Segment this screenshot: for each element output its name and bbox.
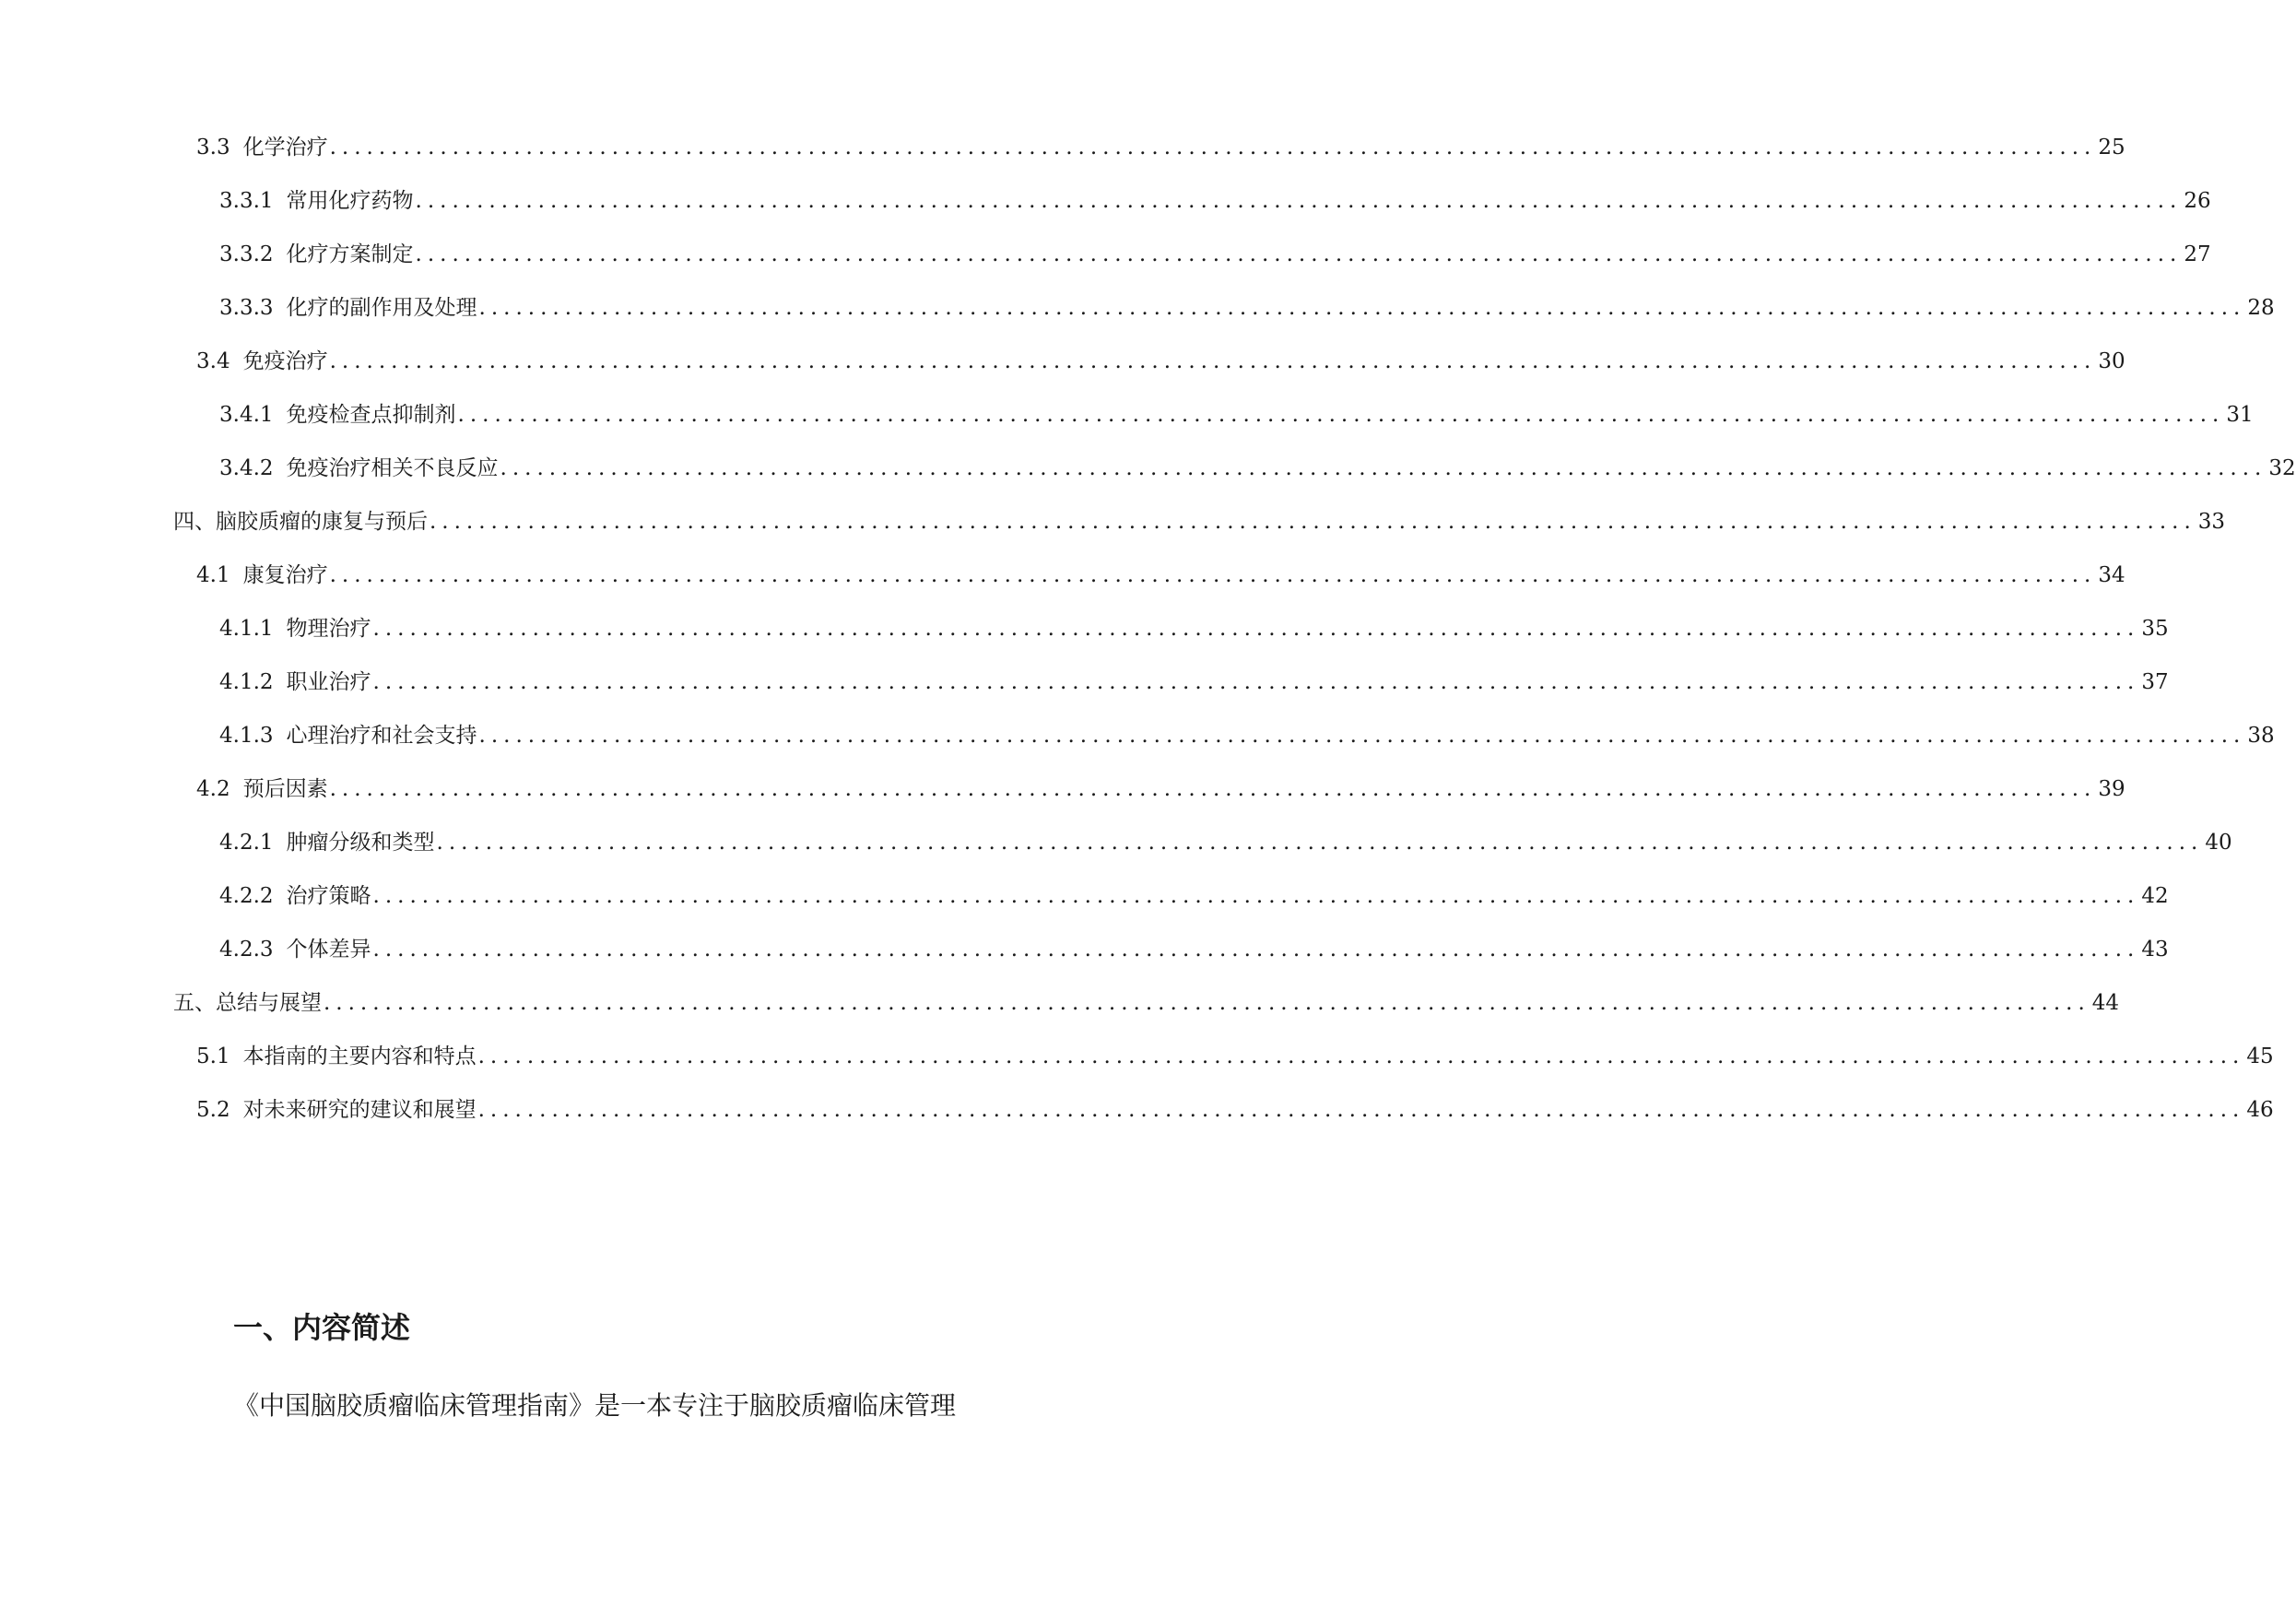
toc-entry-page: 28 — [2247, 296, 2275, 320]
toc-dot-leader: ................................................................................................................................................ — [436, 831, 2204, 855]
toc-entry-page: 42 — [2141, 884, 2169, 908]
toc-dot-leader: ................................................................................................................................................ — [477, 1098, 2245, 1122]
toc-entry-title: 化学治疗 — [242, 136, 328, 159]
toc-entry-page: 26 — [2184, 189, 2211, 213]
toc-dot-leader: ................................................................................................................................................ — [329, 136, 2097, 159]
toc-entry[interactable] — [196, 129, 2125, 166]
toc-dot-leader: ................................................................................................................................................ — [415, 242, 2183, 266]
toc-entry-title: 康复治疗 — [242, 563, 328, 587]
toc-entry-page: 35 — [2141, 617, 2169, 641]
toc-entry-title: 对未来研究的建议和展望 — [242, 1098, 477, 1122]
toc-dot-leader: ................................................................................................................................................ — [329, 563, 2097, 587]
toc-entry-title: 物理治疗 — [286, 617, 371, 641]
toc-entry-number: 3.3.3 — [219, 296, 274, 320]
toc-entry[interactable] — [219, 931, 2169, 968]
toc-dot-leader: ................................................................................................................................................ — [372, 884, 2140, 908]
toc-entry-number: 3.3.1 — [219, 189, 274, 213]
toc-entry-number: 3.3 — [196, 136, 230, 159]
toc-entry-number: 4.1.2 — [219, 670, 274, 694]
toc-entry-title: 职业治疗 — [286, 670, 371, 694]
toc-entry-title: 常用化疗药物 — [286, 189, 414, 213]
toc-dot-leader: ................................................................................................................................................ — [372, 617, 2140, 641]
toc-entry-title: 免疫检查点抑制剂 — [286, 403, 456, 427]
body-paragraph: 《中国脑胶质瘤临床管理指南》是一本专注于脑胶质瘤临床管理 — [233, 1390, 957, 1421]
toc-entry[interactable] — [219, 183, 2211, 219]
toc-entry[interactable] — [219, 236, 2211, 273]
toc-entry-chapter[interactable] — [173, 985, 2120, 1021]
toc-entry-page: 40 — [2205, 831, 2232, 855]
toc-entry-title: 五、总结与展望 — [173, 991, 322, 1015]
toc-entry-title: 免疫治疗 — [242, 349, 328, 373]
toc-entry-page: 30 — [2098, 349, 2125, 373]
toc-entry-page: 46 — [2246, 1098, 2274, 1122]
toc-entry-page: 45 — [2246, 1045, 2274, 1068]
toc-entry[interactable] — [196, 771, 2125, 808]
toc-entry[interactable] — [219, 664, 2169, 701]
toc-entry-page: 43 — [2141, 938, 2169, 962]
toc-entry-number: 4.1 — [196, 563, 230, 587]
toc-entry-title: 化疗的副作用及处理 — [286, 296, 477, 320]
toc-entry-title: 心理治疗和社会支持 — [286, 724, 477, 748]
toc-entry-number: 4.2.1 — [219, 831, 274, 855]
toc-dot-leader: ................................................................................................................................................ — [430, 510, 2196, 534]
toc-entry-title: 治疗策略 — [286, 884, 371, 908]
toc-entry[interactable] — [196, 557, 2125, 594]
toc-entry[interactable] — [219, 717, 2275, 754]
toc-entry[interactable] — [219, 610, 2169, 647]
toc-entry-title: 四、脑胶质瘤的康复与预后 — [173, 510, 428, 534]
toc-entry[interactable] — [196, 1038, 2274, 1075]
toc-entry-number: 3.3.2 — [219, 242, 274, 266]
toc-entry-title: 本指南的主要内容和特点 — [242, 1045, 477, 1068]
toc-entry[interactable] — [219, 878, 2169, 915]
toc-entry-page: 31 — [2226, 403, 2254, 427]
toc-dot-leader: ................................................................................................................................................ — [478, 724, 2246, 748]
toc-entry[interactable] — [219, 396, 2254, 433]
toc-entry-title: 肿瘤分级和类型 — [286, 831, 435, 855]
toc-entry-number: 3.4.2 — [219, 456, 274, 480]
toc-entry[interactable] — [196, 1092, 2274, 1128]
toc-entry-number: 5.2 — [196, 1098, 230, 1122]
toc-entry-title: 预后因素 — [242, 777, 328, 801]
toc-entry-page: 44 — [2091, 991, 2120, 1015]
toc-entry-page: 33 — [2197, 510, 2226, 534]
toc-entry-number: 4.2.3 — [219, 938, 274, 962]
toc-entry-page: 38 — [2247, 724, 2275, 748]
toc-dot-leader: ................................................................................................................................................ — [329, 777, 2097, 801]
toc-entry-title: 化疗方案制定 — [286, 242, 414, 266]
toc-entry[interactable] — [196, 343, 2125, 380]
toc-entry-number: 3.4.1 — [219, 403, 274, 427]
toc-entry-number: 4.2 — [196, 777, 230, 801]
toc-entry-number: 5.1 — [196, 1045, 230, 1068]
toc-entry-page: 32 — [2268, 456, 2296, 480]
toc-dot-leader: ................................................................................................................................................ — [372, 938, 2140, 962]
toc-dot-leader: ................................................................................................................................................ — [324, 991, 2090, 1015]
toc-dot-leader: ................................................................................................................................................ — [500, 456, 2267, 480]
toc-entry-chapter[interactable] — [173, 503, 2226, 540]
toc-entry[interactable] — [219, 824, 2232, 861]
toc-entry-title: 免疫治疗相关不良反应 — [286, 456, 499, 480]
toc-entry-page: 25 — [2098, 136, 2125, 159]
toc-dot-leader: ................................................................................................................................................ — [329, 349, 2097, 373]
toc-entry-page: 37 — [2141, 670, 2169, 694]
toc-entry-number: 4.1.3 — [219, 724, 274, 748]
toc-entry-page: 39 — [2098, 777, 2125, 801]
toc-entry-page: 27 — [2184, 242, 2211, 266]
toc-entry-number: 4.2.2 — [219, 884, 274, 908]
toc-dot-leader: ................................................................................................................................................ — [372, 670, 2140, 694]
toc-dot-leader: ................................................................................................................................................ — [457, 403, 2225, 427]
toc-entry[interactable] — [219, 450, 2296, 487]
toc-entry-number: 3.4 — [196, 349, 230, 373]
toc-entry-page: 34 — [2098, 563, 2125, 587]
section-heading: 一、内容简述 — [233, 1310, 411, 1345]
toc-entry-title: 个体差异 — [286, 938, 371, 962]
toc-entry[interactable] — [219, 289, 2275, 326]
toc-dot-leader: ................................................................................................................................................ — [477, 1045, 2245, 1068]
toc-dot-leader: ................................................................................................................................................ — [478, 296, 2246, 320]
toc-dot-leader: ................................................................................................................................................ — [415, 189, 2183, 213]
toc-entry-number: 4.1.1 — [219, 617, 274, 641]
